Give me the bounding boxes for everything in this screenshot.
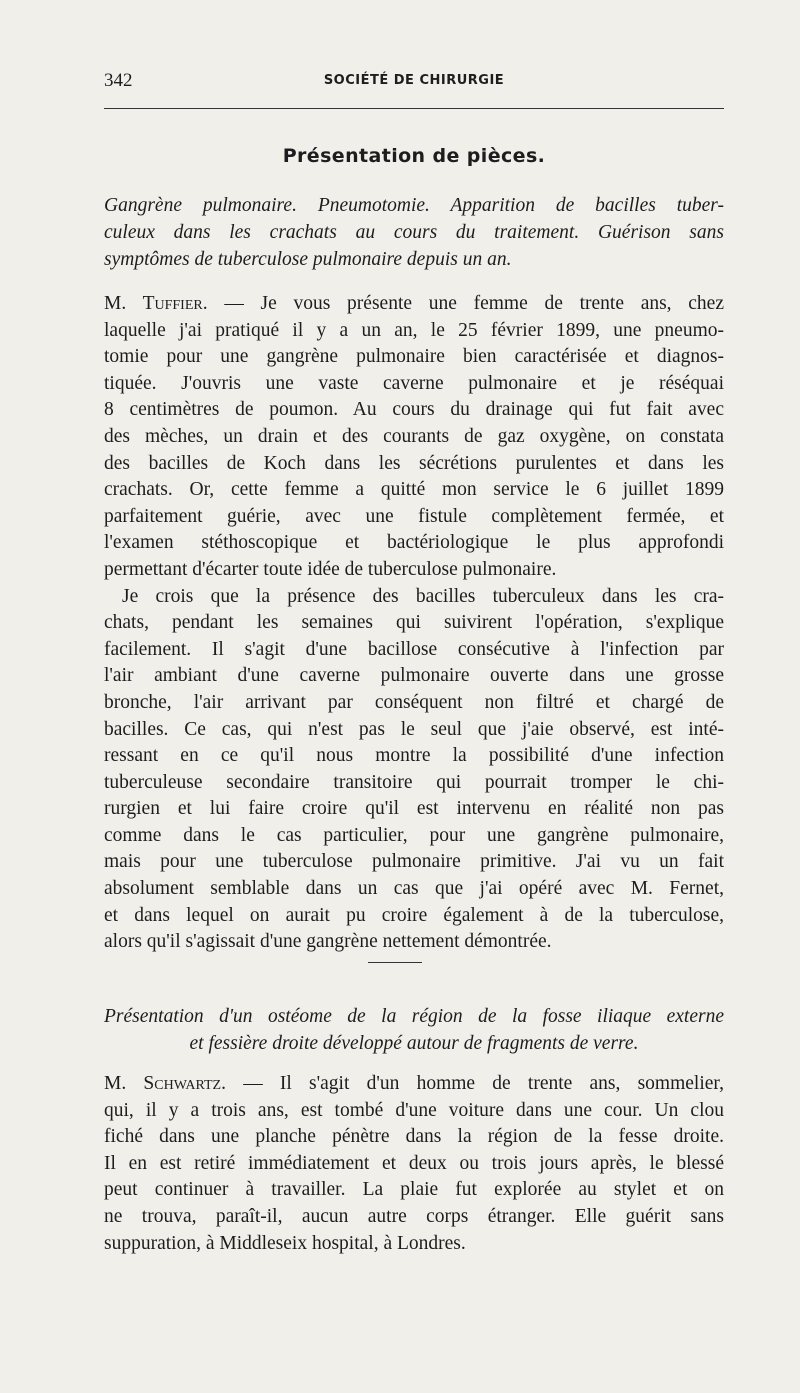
- text-line: facilement. Il s'agit d'une bacillose consécutive à l'infection par: [104, 638, 724, 660]
- header-rule: [104, 108, 724, 109]
- article2-heading: [104, 1003, 724, 1057]
- text-line: alors qu'il s'agissait d'une gangrène nettement démontrée.: [104, 931, 552, 953]
- heading-line: Gangrène pulmonaire. Pneumotomie. Apparition de bacilles tuber-: [104, 195, 724, 216]
- text-line: suppuration, à Middleseix hospital, à Londres.: [104, 1232, 466, 1254]
- text-line: ressant en ce qu'il nous montre la possibilité d'une infection: [104, 745, 724, 767]
- text-line: absolument semblable dans un cas que j'ai opéré avec M. Fernet,: [104, 878, 724, 900]
- section-divider: [368, 962, 422, 963]
- text-line: des mèches, un drain et des courants de gaz oxygène, on constata: [104, 425, 724, 447]
- heading-line: Présentation d'un ostéome de la région de la fosse iliaque externe: [104, 1006, 724, 1027]
- text-line: l'examen stéthoscopique et bactériologique le plus approfondi: [104, 532, 724, 554]
- text-line: Il en est retiré immédiatement et deux ou trois jours après, le blessé: [104, 1152, 724, 1174]
- text-line: chats, pendant les semaines qui suivirent l'opération, s'explique: [104, 612, 724, 634]
- text-line: tiquée. J'ouvris une vaste caverne pulmonaire et je réséquai: [104, 372, 724, 394]
- text-line: laquelle j'ai pratiqué il y a un an, le 25 février 1899, une pneumo-: [104, 319, 724, 341]
- text-line: comme dans le cas particulier, pour une gangrène pulmonaire,: [104, 824, 724, 846]
- text-line: crachats. Or, cette femme a quitté mon service le 6 juillet 1899: [104, 479, 724, 501]
- text-line: M. Tuffier. — Je vous présente une femme de trente ans, chez: [104, 293, 724, 314]
- text-line: peut continuer à travailler. La plaie fut explorée au stylet et on: [104, 1179, 724, 1201]
- heading-line: symptômes de tuberculose pulmonaire depuis un an.: [104, 249, 512, 270]
- text-line: l'air ambiant d'une caverne pulmonaire ouverte dans une grosse: [104, 665, 724, 687]
- running-title: SOCIÉTÉ DE CHIRURGIE: [323, 73, 505, 88]
- text-line: 8 centimètres de poumon. Au cours du drainage qui fut fait avec: [104, 399, 724, 421]
- speaker-name: M. Tuffier.: [104, 293, 208, 314]
- text-line: Je crois que la présence des bacilles tuberculeux dans les cra-: [122, 585, 724, 607]
- text-line: rurgien et lui faire croire qu'il est intervenu en réalité non pas: [104, 798, 724, 820]
- text-line: M. Schwartz. — Il s'agit d'un homme de trente ans, sommelier,: [104, 1073, 724, 1094]
- text-line: bronche, l'air arrivant par conséquent non filtré et chargé de: [104, 691, 724, 713]
- heading-line: culeux dans les crachats au cours du traitement. Guérison sans: [104, 222, 724, 243]
- article1-heading: [104, 192, 724, 273]
- text-line: qui, il y a trois ans, est tombé d'une voiture dans une cour. Un clou: [104, 1099, 724, 1121]
- article1-body: [104, 291, 724, 956]
- page-number: 342: [104, 70, 133, 91]
- text-line: fiché dans une planche pénètre dans la région de la fesse droite.: [104, 1126, 724, 1148]
- text-line: et dans lequel on aurait pu croire également à de la tuberculose,: [104, 904, 724, 926]
- speaker-name: M. Schwartz.: [104, 1073, 226, 1094]
- article2-body: [104, 1071, 724, 1257]
- text-line: des bacilles de Koch dans les sécrétions purulentes et dans les: [104, 452, 724, 474]
- section-title: Présentation de pièces.: [282, 145, 546, 167]
- text-line: ne trouva, paraît-il, aucun autre corps étranger. Elle guérit sans: [104, 1205, 724, 1227]
- text-line: tuberculeuse secondaire transitoire qui pourrait tromper le chi-: [104, 771, 724, 793]
- text-line: tomie pour une gangrène pulmonaire bien caractérisée et diagnos-: [104, 346, 724, 368]
- text-line: mais pour une tuberculose pulmonaire primitive. J'ai vu un fait: [104, 851, 724, 873]
- page-header: [104, 70, 724, 96]
- heading-line: et fessière droite développé autour de fragments de verre.: [189, 1033, 639, 1054]
- text-line: bacilles. Ce cas, qui n'est pas le seul que j'aie observé, est inté-: [104, 718, 724, 740]
- text-line: permettant d'écarter toute idée de tuberculose pulmonaire.: [104, 558, 557, 580]
- text-line: parfaitement guérie, avec une fistule complètement fermée, et: [104, 505, 724, 527]
